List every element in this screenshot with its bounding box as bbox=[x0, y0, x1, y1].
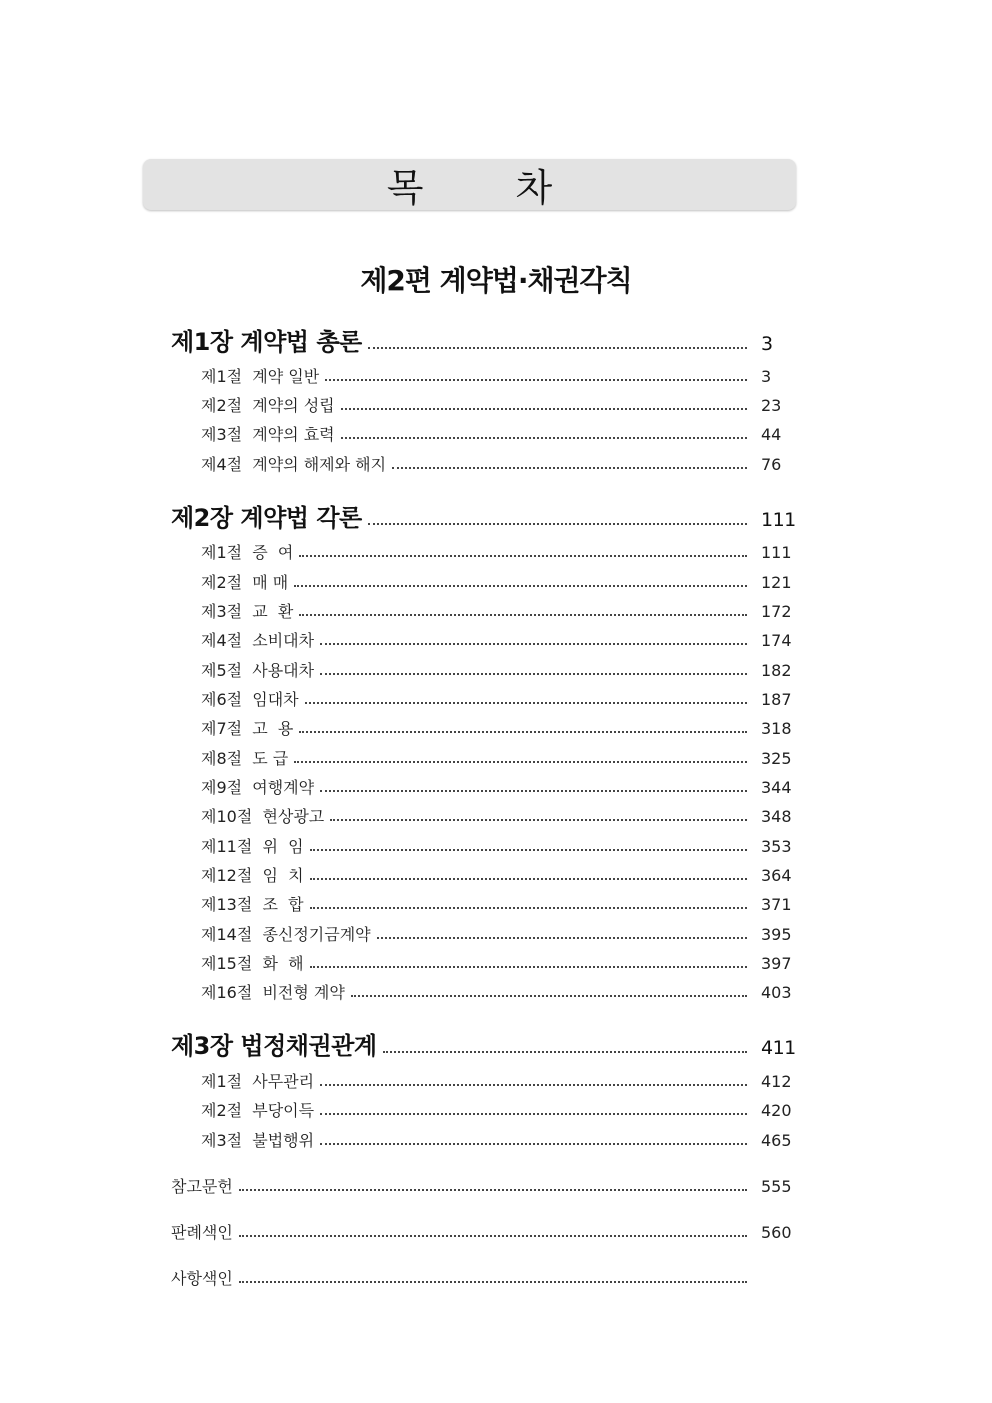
section-page: 465 bbox=[761, 1131, 792, 1150]
section-label: 제9절 여행계약 bbox=[201, 778, 315, 797]
leader-dots bbox=[310, 906, 747, 909]
toc-section[interactable] bbox=[201, 980, 793, 1003]
toc-chapter-1[interactable] bbox=[171, 322, 793, 357]
section-page: 76 bbox=[761, 455, 782, 474]
leader-dots bbox=[310, 877, 747, 880]
toc-section[interactable] bbox=[201, 687, 793, 710]
leader-dots bbox=[351, 994, 747, 997]
leader-dots bbox=[294, 760, 747, 763]
leader-dots bbox=[330, 818, 747, 821]
toc-section[interactable] bbox=[201, 364, 793, 387]
section-page: 121 bbox=[761, 573, 792, 592]
toc-section[interactable] bbox=[201, 1128, 793, 1151]
section-page: 420 bbox=[761, 1101, 792, 1120]
leader-dots bbox=[310, 965, 747, 968]
section-label: 제5절 사용대차 bbox=[201, 661, 315, 680]
section-label: 제8절 도 급 bbox=[201, 749, 289, 768]
toc-appendix-case-index[interactable] bbox=[171, 1220, 793, 1243]
section-page: 44 bbox=[761, 425, 782, 444]
toc-section[interactable] bbox=[201, 951, 793, 974]
section-page: 348 bbox=[761, 807, 792, 826]
section-page: 412 bbox=[761, 1072, 792, 1091]
leader-dots bbox=[320, 789, 747, 792]
section-page: 403 bbox=[761, 983, 792, 1002]
chapter-label: 제3장 법정채권관계 bbox=[171, 1032, 377, 1060]
leader-dots bbox=[299, 613, 747, 616]
section-page: 318 bbox=[761, 719, 792, 738]
leader-dots bbox=[325, 378, 747, 381]
toc-section[interactable] bbox=[201, 834, 793, 857]
chapter-label: 제2장 계약법 각론 bbox=[171, 504, 362, 532]
section-label: 제3절 교 환 bbox=[201, 602, 294, 621]
chapter-page: 111 bbox=[761, 509, 796, 531]
section-page: 353 bbox=[761, 837, 792, 856]
leader-dots bbox=[305, 701, 747, 704]
section-label: 제6절 임대차 bbox=[201, 690, 299, 709]
toc-section[interactable] bbox=[201, 922, 793, 945]
leader-dots bbox=[320, 1142, 747, 1145]
section-label: 제3절 계약의 효력 bbox=[201, 425, 335, 444]
section-label: 제12절 임 치 bbox=[201, 866, 304, 885]
part-title: 제2편 계약법·채권각칙 bbox=[360, 264, 632, 297]
section-page: 325 bbox=[761, 749, 792, 768]
toc-section[interactable] bbox=[201, 1098, 793, 1121]
section-page: 3 bbox=[761, 367, 772, 386]
leader-dots bbox=[377, 936, 747, 939]
leader-dots bbox=[320, 1083, 747, 1086]
section-label: 제11절 위 임 bbox=[201, 837, 304, 856]
leader-dots bbox=[392, 466, 747, 469]
leader-dots bbox=[320, 672, 747, 675]
appendix-label: 판례색인 bbox=[171, 1223, 233, 1242]
toc-appendix-references[interactable] bbox=[171, 1174, 793, 1197]
leader-dots bbox=[341, 407, 747, 410]
section-label: 제1절 증 여 bbox=[201, 543, 294, 562]
toc-title-bar bbox=[143, 159, 796, 210]
section-label: 제1절 사무관리 bbox=[201, 1072, 315, 1091]
section-page: 174 bbox=[761, 631, 792, 650]
section-label: 제13절 조 합 bbox=[201, 895, 304, 914]
chapter-page: 411 bbox=[761, 1037, 796, 1059]
leader-dots bbox=[299, 730, 747, 733]
section-label: 제4절 계약의 해제와 해지 bbox=[201, 455, 387, 474]
section-label: 제2절 계약의 성립 bbox=[201, 396, 335, 415]
leader-dots bbox=[294, 584, 747, 587]
toc-chapter-3[interactable] bbox=[171, 1026, 796, 1061]
toc-section[interactable] bbox=[201, 393, 793, 416]
section-label: 제7절 고 용 bbox=[201, 719, 294, 738]
toc-section[interactable] bbox=[201, 863, 793, 886]
toc-appendix-subject-index[interactable] bbox=[171, 1266, 793, 1289]
leader-dots bbox=[320, 642, 747, 645]
toc-section[interactable] bbox=[201, 628, 793, 651]
toc-section[interactable] bbox=[201, 540, 793, 563]
toc-section[interactable] bbox=[201, 716, 793, 739]
section-page: 344 bbox=[761, 778, 792, 797]
section-page: 371 bbox=[761, 895, 792, 914]
leader-dots bbox=[239, 1234, 747, 1237]
section-label: 제4절 소비대차 bbox=[201, 631, 315, 650]
leader-dots bbox=[368, 346, 747, 349]
section-label: 제2절 매 매 bbox=[201, 573, 289, 592]
leader-dots bbox=[320, 1112, 747, 1115]
section-page: 364 bbox=[761, 866, 792, 885]
section-label: 제14절 종신정기금계약 bbox=[201, 925, 371, 944]
toc-section[interactable] bbox=[201, 1069, 793, 1092]
section-page: 111 bbox=[761, 543, 792, 562]
section-label: 제16절 비전형 계약 bbox=[201, 983, 345, 1002]
toc-section[interactable] bbox=[201, 422, 793, 445]
toc-section[interactable] bbox=[201, 892, 793, 915]
toc-section[interactable] bbox=[201, 658, 793, 681]
toc-title: 목 차 bbox=[386, 166, 593, 210]
appendix-page: 560 bbox=[761, 1223, 792, 1242]
leader-dots bbox=[310, 848, 747, 851]
leader-dots bbox=[368, 522, 747, 525]
section-label: 제2절 부당이득 bbox=[201, 1101, 315, 1120]
section-page: 397 bbox=[761, 954, 792, 973]
toc-section[interactable] bbox=[201, 775, 793, 798]
section-label: 제1절 계약 일반 bbox=[201, 367, 320, 386]
section-page: 23 bbox=[761, 396, 782, 415]
leader-dots bbox=[383, 1050, 747, 1053]
section-page: 172 bbox=[761, 602, 792, 621]
leader-dots bbox=[239, 1188, 747, 1191]
leader-dots bbox=[341, 436, 747, 439]
appendix-page: 555 bbox=[761, 1177, 792, 1196]
section-page: 395 bbox=[761, 925, 792, 944]
toc-section[interactable] bbox=[201, 746, 793, 769]
leader-dots bbox=[299, 554, 747, 557]
toc-section[interactable] bbox=[201, 804, 793, 827]
toc-chapter-2[interactable] bbox=[171, 498, 796, 533]
section-label: 제10절 현상광고 bbox=[201, 807, 325, 826]
appendix-label: 사항색인 bbox=[171, 1269, 233, 1288]
chapter-page: 3 bbox=[761, 333, 773, 355]
section-label: 제3절 불법행위 bbox=[201, 1131, 315, 1150]
section-label: 제15절 화 해 bbox=[201, 954, 304, 973]
toc-section[interactable] bbox=[201, 452, 793, 475]
section-page: 182 bbox=[761, 661, 792, 680]
section-page: 187 bbox=[761, 690, 792, 709]
chapter-label: 제1장 계약법 총론 bbox=[171, 328, 362, 356]
appendix-label: 참고문헌 bbox=[171, 1177, 233, 1196]
leader-dots bbox=[239, 1280, 747, 1283]
toc-section[interactable] bbox=[201, 599, 793, 622]
toc-section[interactable] bbox=[201, 570, 793, 593]
